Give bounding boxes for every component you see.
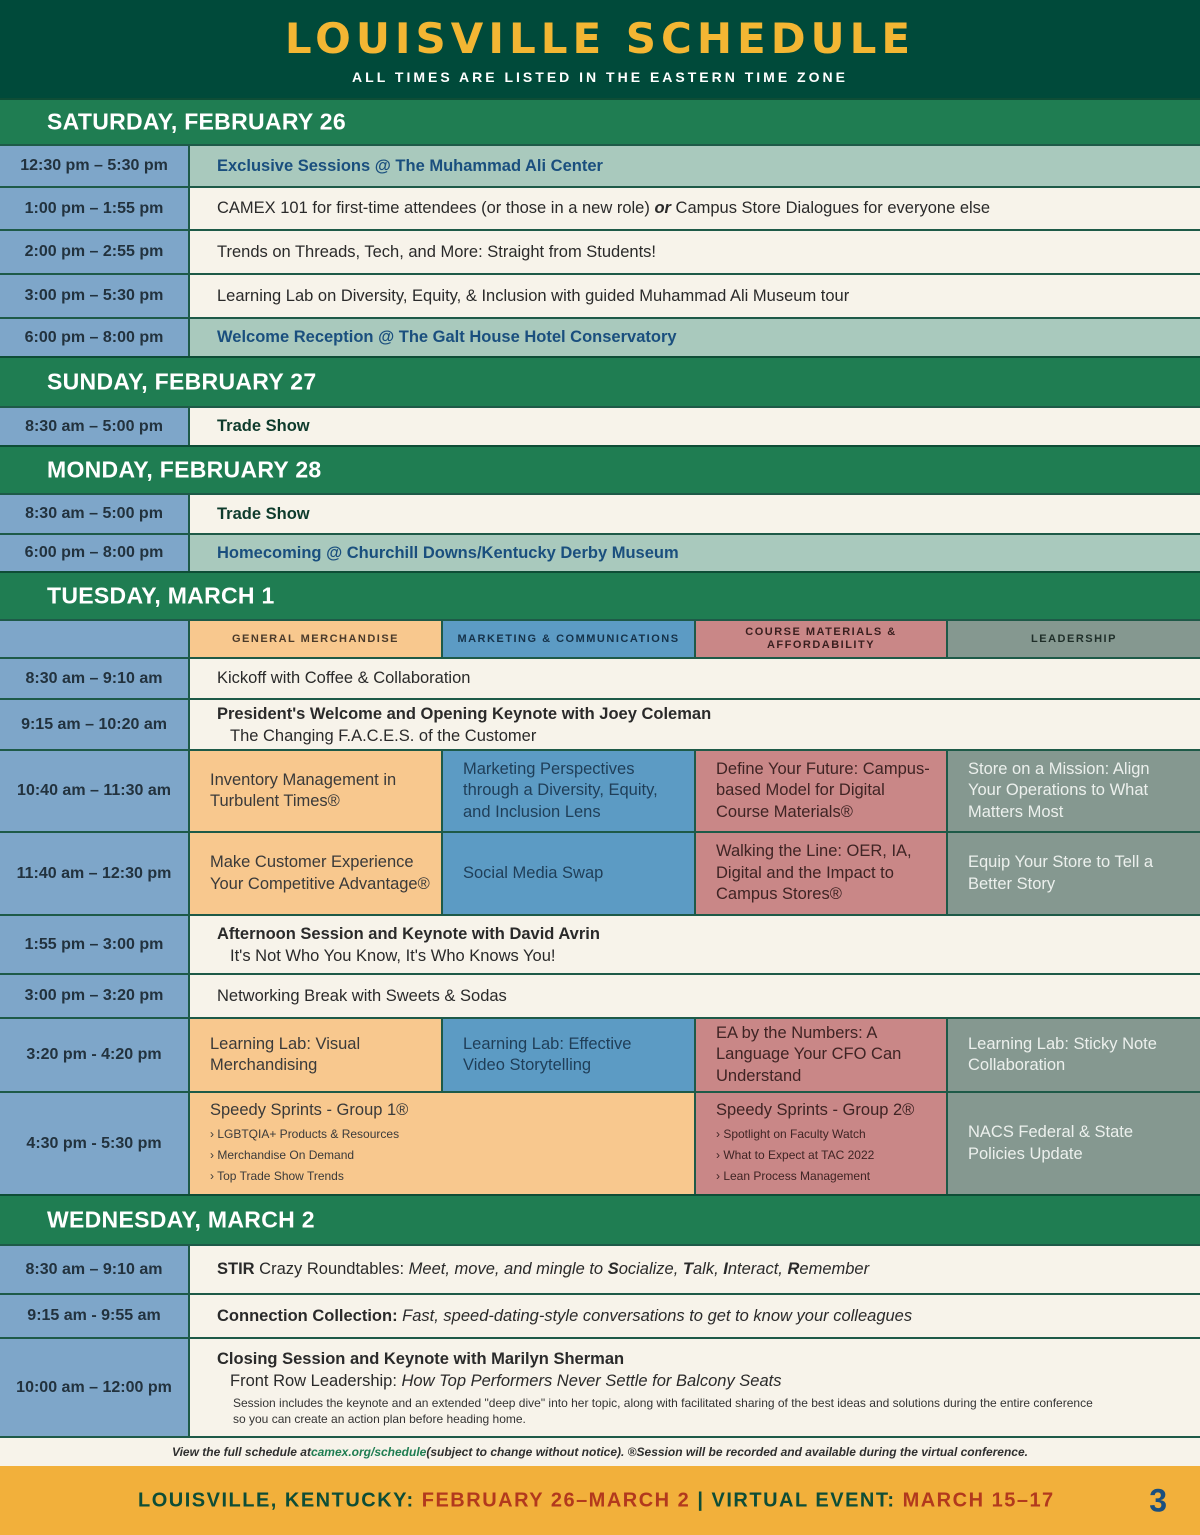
session-leadership: Learning Lab: Sticky Note Collaboration [948, 1019, 1200, 1091]
session-cell [190, 408, 1200, 445]
time-slot: 1:55 pm – 3:00 pm [0, 916, 190, 973]
list-item: › Top Trade Show Trends [210, 1168, 344, 1183]
session-marketing: Social Media Swap [443, 833, 696, 914]
page-title: LOUISVILLE SCHEDULE [284, 14, 916, 63]
session-cell [190, 1339, 1200, 1436]
session-cell [190, 275, 1200, 317]
session-title: CAMEX 101 for first-time attendees (or those in a new role) or Campus Store Dialogues for everyone else [217, 199, 991, 217]
time-slot: 4:30 pm - 5:30 pm [0, 1093, 190, 1194]
time-slot: 9:15 am - 9:55 am [0, 1295, 190, 1337]
time-slot: 12:30 pm – 5:30 pm [0, 146, 190, 186]
time-slot: 10:00 am – 12:00 pm [0, 1339, 190, 1436]
session-leadership: Store on a Mission: Align Your Operations to What Matters Most [948, 751, 1200, 831]
schedule-link[interactable]: camex.org/schedule [310, 1445, 427, 1459]
session-course-materials: Define Your Future: Campus-based Model for Digital Course Materials® [696, 751, 948, 831]
session-cell [190, 975, 1200, 1017]
session-cell [190, 1246, 1200, 1293]
event-dates-line: LOUISVILLE, KENTUCKY: FEBRUARY 26–MARCH 2 | VIRTUAL EVENT: MARCH 15–17 [138, 1489, 1055, 1511]
time-slot: 9:15 am – 10:20 am [0, 700, 190, 749]
day-header-saturday: SATURDAY, FEBRUARY 26 [0, 98, 1200, 144]
schedule-row [0, 1244, 1200, 1293]
session-title: Connection Collection: Fast, speed-dating-style conversations to get to know your colleagues [217, 1306, 913, 1325]
schedule-row [0, 749, 1200, 831]
time-slot: 8:30 am – 5:00 pm [0, 408, 190, 445]
list-item: › LGBTQIA+ Products & Resources [210, 1126, 400, 1141]
session-general-merchandise: Make Customer Experience Your Competitive Advantage® [190, 833, 443, 914]
session-cell [190, 700, 1200, 749]
time-slot: 6:00 pm – 8:00 pm [0, 319, 190, 356]
session-course-materials: Walking the Line: OER, IA, Digital and the Impact to Campus Stores® [696, 833, 948, 914]
session-subtitle: It's Not Who You Know, It's Who Knows You! [230, 946, 556, 965]
list-item: › Spotlight on Faculty Watch [716, 1126, 866, 1141]
session-speedy-sprints-group-2: Speedy Sprints - Group 2® › Spotlight on Faculty Watch › What to Expect at TAC 2022 › Lean Process Management [696, 1093, 948, 1194]
list-item: › Merchandise On Demand [210, 1147, 355, 1162]
session-subtitle: The Changing F.A.C.E.S. of the Customer [230, 726, 537, 745]
schedule-row [0, 1293, 1200, 1337]
schedule-row [0, 1091, 1200, 1194]
schedule-footnote: View the full schedule at camex.org/schedule (subject to change without notice). ®Session will be recorded and available during the virtual conference. [0, 1436, 1200, 1466]
track-course-materials: COURSE MATERIALS & AFFORDABILITY [696, 621, 948, 657]
session-cell [190, 146, 1200, 186]
session-leadership: NACS Federal & State Policies Update [948, 1093, 1200, 1194]
schedule-row [0, 1017, 1200, 1091]
session-cell [190, 319, 1200, 356]
time-slot: 3:00 pm – 5:30 pm [0, 275, 190, 317]
time-slot: 6:00 pm – 8:00 pm [0, 535, 190, 571]
schedule-row [0, 831, 1200, 914]
session-title: Homecoming @ Churchill Downs/Kentucky Derby Museum [217, 543, 679, 562]
schedule-row [0, 973, 1200, 1017]
session-cell [190, 659, 1200, 698]
schedule-row [0, 493, 1200, 533]
time-slot: 8:30 am – 9:10 am [0, 1246, 190, 1293]
session-title: Trade Show [217, 504, 310, 523]
session-title: STIR Crazy Roundtables: Meet, move, and mingle to Socialize, Talk, Interact, Remember [217, 1260, 870, 1278]
session-title: Welcome Reception @ The Galt House Hotel Conservatory [217, 328, 677, 346]
track-general-merchandise: GENERAL MERCHANDISE [190, 621, 443, 657]
session-cell [190, 495, 1200, 533]
day-header-sunday: SUNDAY, FEBRUARY 27 [0, 356, 1200, 406]
schedule-row [0, 914, 1200, 973]
session-cell [190, 916, 1200, 973]
day-header-monday: MONDAY, FEBRUARY 28 [0, 445, 1200, 493]
page-header [0, 0, 1200, 98]
session-general-merchandise: Learning Lab: Visual Merchandising [190, 1019, 443, 1091]
session-title: Learning Lab on Diversity, Equity, & Inclusion with guided Muhammad Ali Museum tour [217, 286, 850, 305]
session-general-merchandise: Inventory Management in Turbulent Times® [190, 751, 443, 831]
time-slot: 2:00 pm – 2:55 pm [0, 231, 190, 273]
day-header-tuesday: TUESDAY, MARCH 1 [0, 571, 1200, 619]
session-title: Trade Show [217, 417, 310, 435]
time-slot: 11:40 am – 12:30 pm [0, 833, 190, 914]
list-item: › What to Expect at TAC 2022 [716, 1147, 875, 1162]
session-marketing: Learning Lab: Effective Video Storytelling [443, 1019, 696, 1091]
session-speedy-sprints-group-1: Speedy Sprints - Group 1® › LGBTQIA+ Products & Resources › Merchandise On Demand › Top Trade Show Trends [190, 1093, 696, 1194]
session-marketing: Marketing Perspectives through a Diversity, Equity, and Inclusion Lens [443, 751, 696, 831]
page-number: 3 [1149, 1482, 1167, 1518]
session-cell [190, 188, 1200, 229]
page-footer [0, 1466, 1200, 1535]
time-slot: 3:00 pm – 3:20 pm [0, 975, 190, 1017]
schedule-row [0, 229, 1200, 273]
page-subtitle: ALL TIMES ARE LISTED IN THE EASTERN TIME ZONE [352, 69, 848, 85]
schedule-row [0, 1337, 1200, 1436]
session-cell [190, 231, 1200, 273]
schedule-row [0, 144, 1200, 186]
day-header-wednesday: WEDNESDAY, MARCH 2 [0, 1194, 1200, 1244]
session-leadership: Equip Your Store to Tell a Better Story [948, 833, 1200, 914]
track-leadership: LEADERSHIP [948, 621, 1200, 657]
session-subtitle: Front Row Leadership: How Top Performers Never Settle for Balcony Seats [230, 1372, 782, 1390]
session-title: President's Welcome and Opening Keynote with Joey Coleman [217, 704, 712, 723]
time-slot: 3:20 pm - 4:20 pm [0, 1019, 190, 1091]
track-header-row [0, 619, 1200, 657]
session-title: Exclusive Sessions @ The Muhammad Ali Center [217, 156, 603, 175]
schedule-row [0, 317, 1200, 356]
session-course-materials: EA by the Numbers: A Language Your CFO Can Understand [696, 1019, 948, 1091]
session-cell [190, 535, 1200, 571]
session-title: Afternoon Session and Keynote with David Avrin [217, 924, 600, 943]
session-note: Session includes the keynote and an extended "deep dive" into her topic, along with facilitated sharing of the best ideas and solutions during the entire conference so you can create an action plan before heading home. [233, 1396, 1093, 1426]
schedule-row [0, 533, 1200, 571]
time-slot: 8:30 am – 5:00 pm [0, 495, 190, 533]
time-slot: 8:30 am – 9:10 am [0, 659, 190, 698]
session-title: Trends on Threads, Tech, and More: Straight from Students! [217, 242, 657, 261]
schedule-row [0, 657, 1200, 698]
schedule-row [0, 406, 1200, 445]
schedule-row [0, 273, 1200, 317]
time-slot-empty [0, 621, 190, 657]
track-marketing-communications: MARKETING & COMMUNICATIONS [443, 621, 696, 657]
list-item: › Lean Process Management [716, 1168, 871, 1183]
schedule-row [0, 698, 1200, 749]
session-title: Closing Session and Keynote with Marilyn Sherman [217, 1350, 625, 1368]
schedule-row [0, 186, 1200, 229]
session-title: Kickoff with Coffee & Collaboration [217, 669, 471, 687]
time-slot: 1:00 pm – 1:55 pm [0, 188, 190, 229]
time-slot: 10:40 am – 11:30 am [0, 751, 190, 831]
session-cell [190, 1295, 1200, 1337]
session-title: Networking Break with Sweets & Sodas [217, 986, 507, 1005]
